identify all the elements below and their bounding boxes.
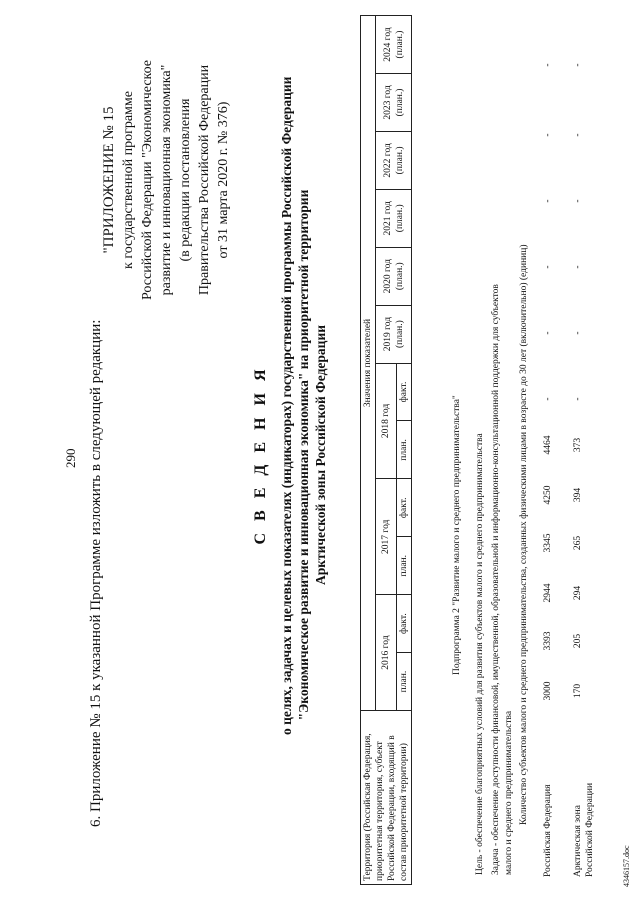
heading-title: С В Е Д Е Н И Я (252, 365, 269, 545)
row-value: - (573, 397, 583, 401)
annex-line: от 31 марта 2020 г. № 376) (216, 101, 231, 259)
row-value: - (543, 133, 553, 137)
annex-line: Правительства Российской Федерации (197, 64, 212, 296)
year-header: 2016 год (376, 595, 397, 711)
plan-year-header: 2023 год (план.) (376, 74, 412, 132)
sub-header: факт. (397, 363, 412, 421)
annex-line: к государственной программе (121, 91, 136, 269)
sub-header: факт. (397, 479, 412, 537)
row-value: - (573, 199, 583, 203)
indicators-table (360, 15, 412, 885)
row-value: - (543, 397, 553, 401)
values-header: Значения показателей (361, 16, 376, 711)
row-value: - (543, 265, 553, 269)
row-value: 2944 (543, 583, 553, 603)
plan-year-header: 2019 год (план.) (376, 305, 412, 363)
annex-line: (в редакции постановления (178, 98, 193, 262)
row-value: 3393 (543, 631, 553, 651)
plan-year-header: 2024 год (план.) (376, 16, 412, 74)
goal-text: Цель - обеспечение благоприятных условий для развития субъектов малого и среднего предпринимательства (475, 433, 485, 875)
row-value: 394 (573, 487, 583, 503)
row-territory: Российская Федерация (543, 784, 553, 877)
sub-header: план. (397, 537, 412, 595)
row-value: - (573, 265, 583, 269)
sub-header: план. (397, 653, 412, 711)
row-value: 205 (573, 633, 583, 649)
row-value: 4250 (543, 485, 553, 505)
row-value: - (543, 63, 553, 67)
row-value: - (543, 331, 553, 335)
heading-line: о целях, задачах и целевых показателях (индикаторах) государственной программы Российской Федерации (279, 76, 294, 735)
row-value: 294 (573, 585, 583, 601)
plan-year-header: 2020 год (план.) (376, 247, 412, 305)
document-heading (252, 76, 329, 735)
task-text: Задача - обеспечение доступности финансовой, имущественной, образовательной и информационно-консультационной поддержки для субъектов малого и среднего предпринимательства (491, 284, 514, 875)
row-value: - (573, 331, 583, 335)
row-value: - (573, 133, 583, 137)
plan-year-header: 2022 год (план.) (376, 131, 412, 189)
annex-line: Российской Федерации "Экономическое (140, 59, 155, 301)
row-value: 4464 (543, 435, 553, 455)
row-value: 3000 (543, 681, 553, 701)
sub-header: факт. (397, 595, 412, 653)
plan-year-header: 2021 год (план.) (376, 189, 412, 247)
row-value: - (573, 63, 583, 67)
annex-line: развитие и инновационная экономика" (159, 64, 174, 296)
row-territory: Арктическая зона Российской Федерации (573, 782, 595, 877)
indicator-title: Количество субъектов малого и среднего предпринимательства, созданных физическими лицами в возрасте до 30 лет (включительно) (единиц) (519, 244, 529, 825)
subprogram-title: Подпрограмма 2 "Развитие малого и среднего предпринимательства" (452, 395, 462, 675)
footer-filename: 4346157.doc (622, 845, 631, 887)
year-header: 2018 год (376, 363, 397, 479)
year-header: 2017 год (376, 479, 397, 595)
intro-text: 6. Приложение № 15 к указанной Программе изложить в следующей редакции: (88, 319, 104, 827)
page-number: 290 (63, 448, 78, 468)
row-value: 265 (573, 535, 583, 551)
sub-header: план. (397, 421, 412, 479)
heading-line: Арктической зоны Российской Федерации (313, 324, 328, 586)
territory-header: Территория (Российская Федерация, приоритетная территория, субъект Российской Федерации, входящий в состав приоритетной территории) (361, 711, 412, 885)
annex-line: "ПРИЛОЖЕНИЕ № 15 (101, 106, 117, 254)
row-value: 170 (573, 683, 583, 699)
row-value: - (543, 199, 553, 203)
annex-header (100, 35, 233, 325)
row-value: 373 (573, 437, 583, 453)
heading-line: "Экономическое развитие и инновационная экономика" на приоритетной территории (296, 189, 311, 721)
row-value: 3345 (543, 533, 553, 553)
